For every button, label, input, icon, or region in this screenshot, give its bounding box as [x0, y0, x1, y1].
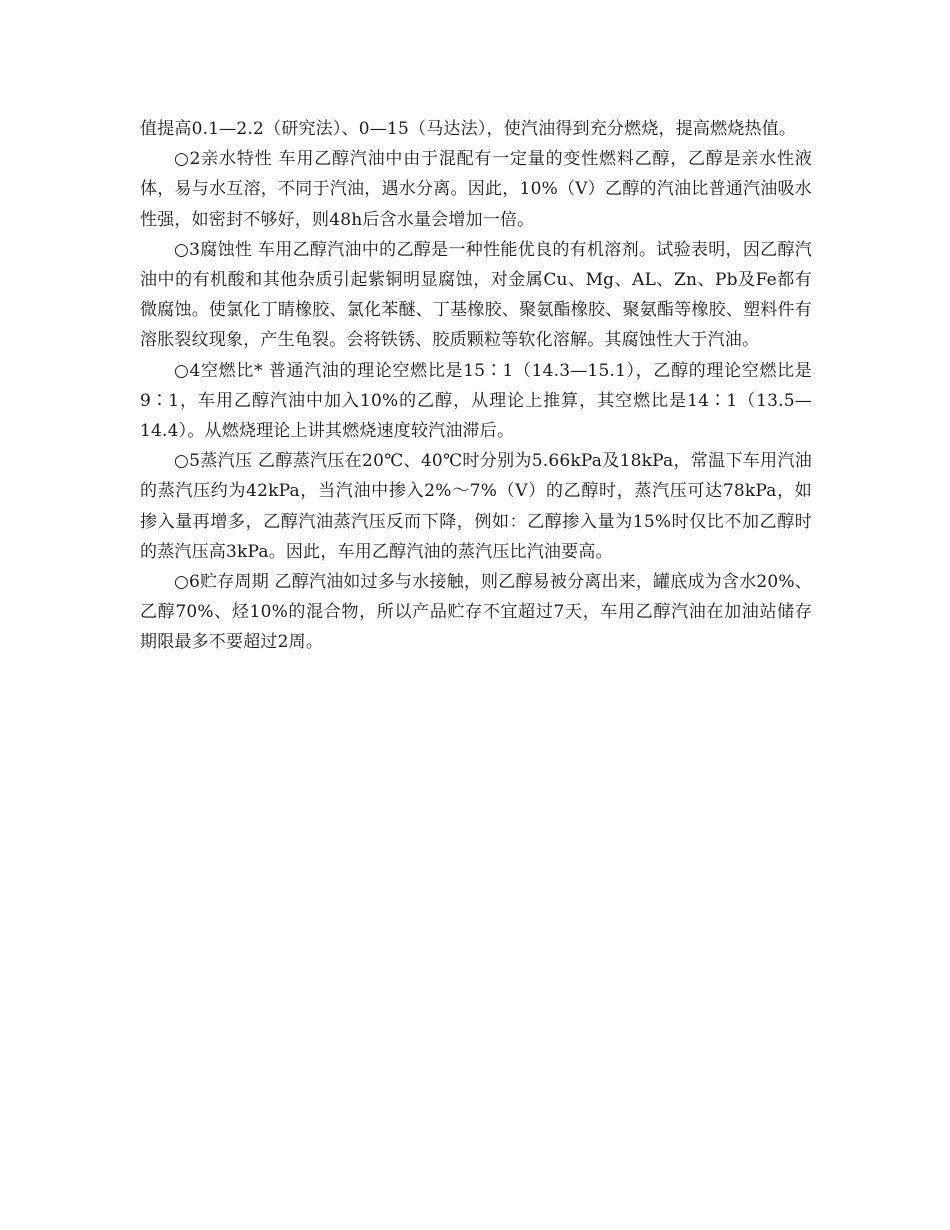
document-body — [140, 114, 812, 658]
paragraph-storage-period: ○6贮存周期 乙醇汽油如过多与水接触，则乙醇易被分离出来，罐底成为含水20%、乙醇70%、烃10%的混合物，所以产品贮存不宜超过7天，车用乙醇汽油在加油站储存期限最多不要超过2周。 — [140, 572, 812, 653]
paragraph-continuation: 值提高0.1—2.2（研究法）、0—15（马达法），使汽油得到充分燃烧，提高燃烧热值。 — [140, 119, 797, 139]
paragraph-vapor-pressure: ○5蒸汽压 乙醇蒸汽压在20℃、40℃时分别为5.66kPa及18kPa，常温下车用汽油的蒸汽压约为42kPa，当汽油中掺入2%～7%（V）的乙醇时，蒸汽压可达78kPa，如掺入量再增多，乙醇汽油蒸汽压反而下降，例如：乙醇掺入量为15%时仅比不加乙醇时的蒸汽压高3kPa。因此，车用乙醇汽油的蒸汽压比汽油要高。 — [140, 451, 812, 562]
paragraph-air-fuel-ratio: ○4空燃比* 普通汽油的理论空燃比是15∶1（14.3—15.1），乙醇的理论空燃比是9∶1，车用乙醇汽油中加入10%的乙醇，从理论上推算，其空燃比是14∶1（13.5—14.4）。从燃烧理论上讲其燃烧速度较汽油滞后。 — [140, 360, 812, 442]
paragraph-corrosiveness: ○3腐蚀性 车用乙醇汽油中的乙醇是一种性能优良的有机溶剂。试验表明，因乙醇汽油中的有机酸和其他杂质引起紫铜明显腐蚀，对金属Cu、Mg、AL、Zn、Pb及Fe都有微腐蚀。使氯化丁睛橡胶、氯化苯醚、丁基橡胶、聚氨酯橡胶、聚氨酯等橡胶、塑料件有溶胀裂纹现象，产生龟裂。会将铁锈、胶质颗粒等软化溶解。其腐蚀性大于汽油。 — [140, 239, 812, 351]
paragraph-hydrophilic-property: ○2亲水特性 车用乙醇汽油中由于混配有一定量的变性燃料乙醇，乙醇是亲水性液体，易与水互溶，不同于汽油，遇水分离。因此，10%（V）乙醇的汽油比普通汽油吸水性强，如密封不够好，则48h后含水量会增加一倍。 — [140, 149, 812, 230]
